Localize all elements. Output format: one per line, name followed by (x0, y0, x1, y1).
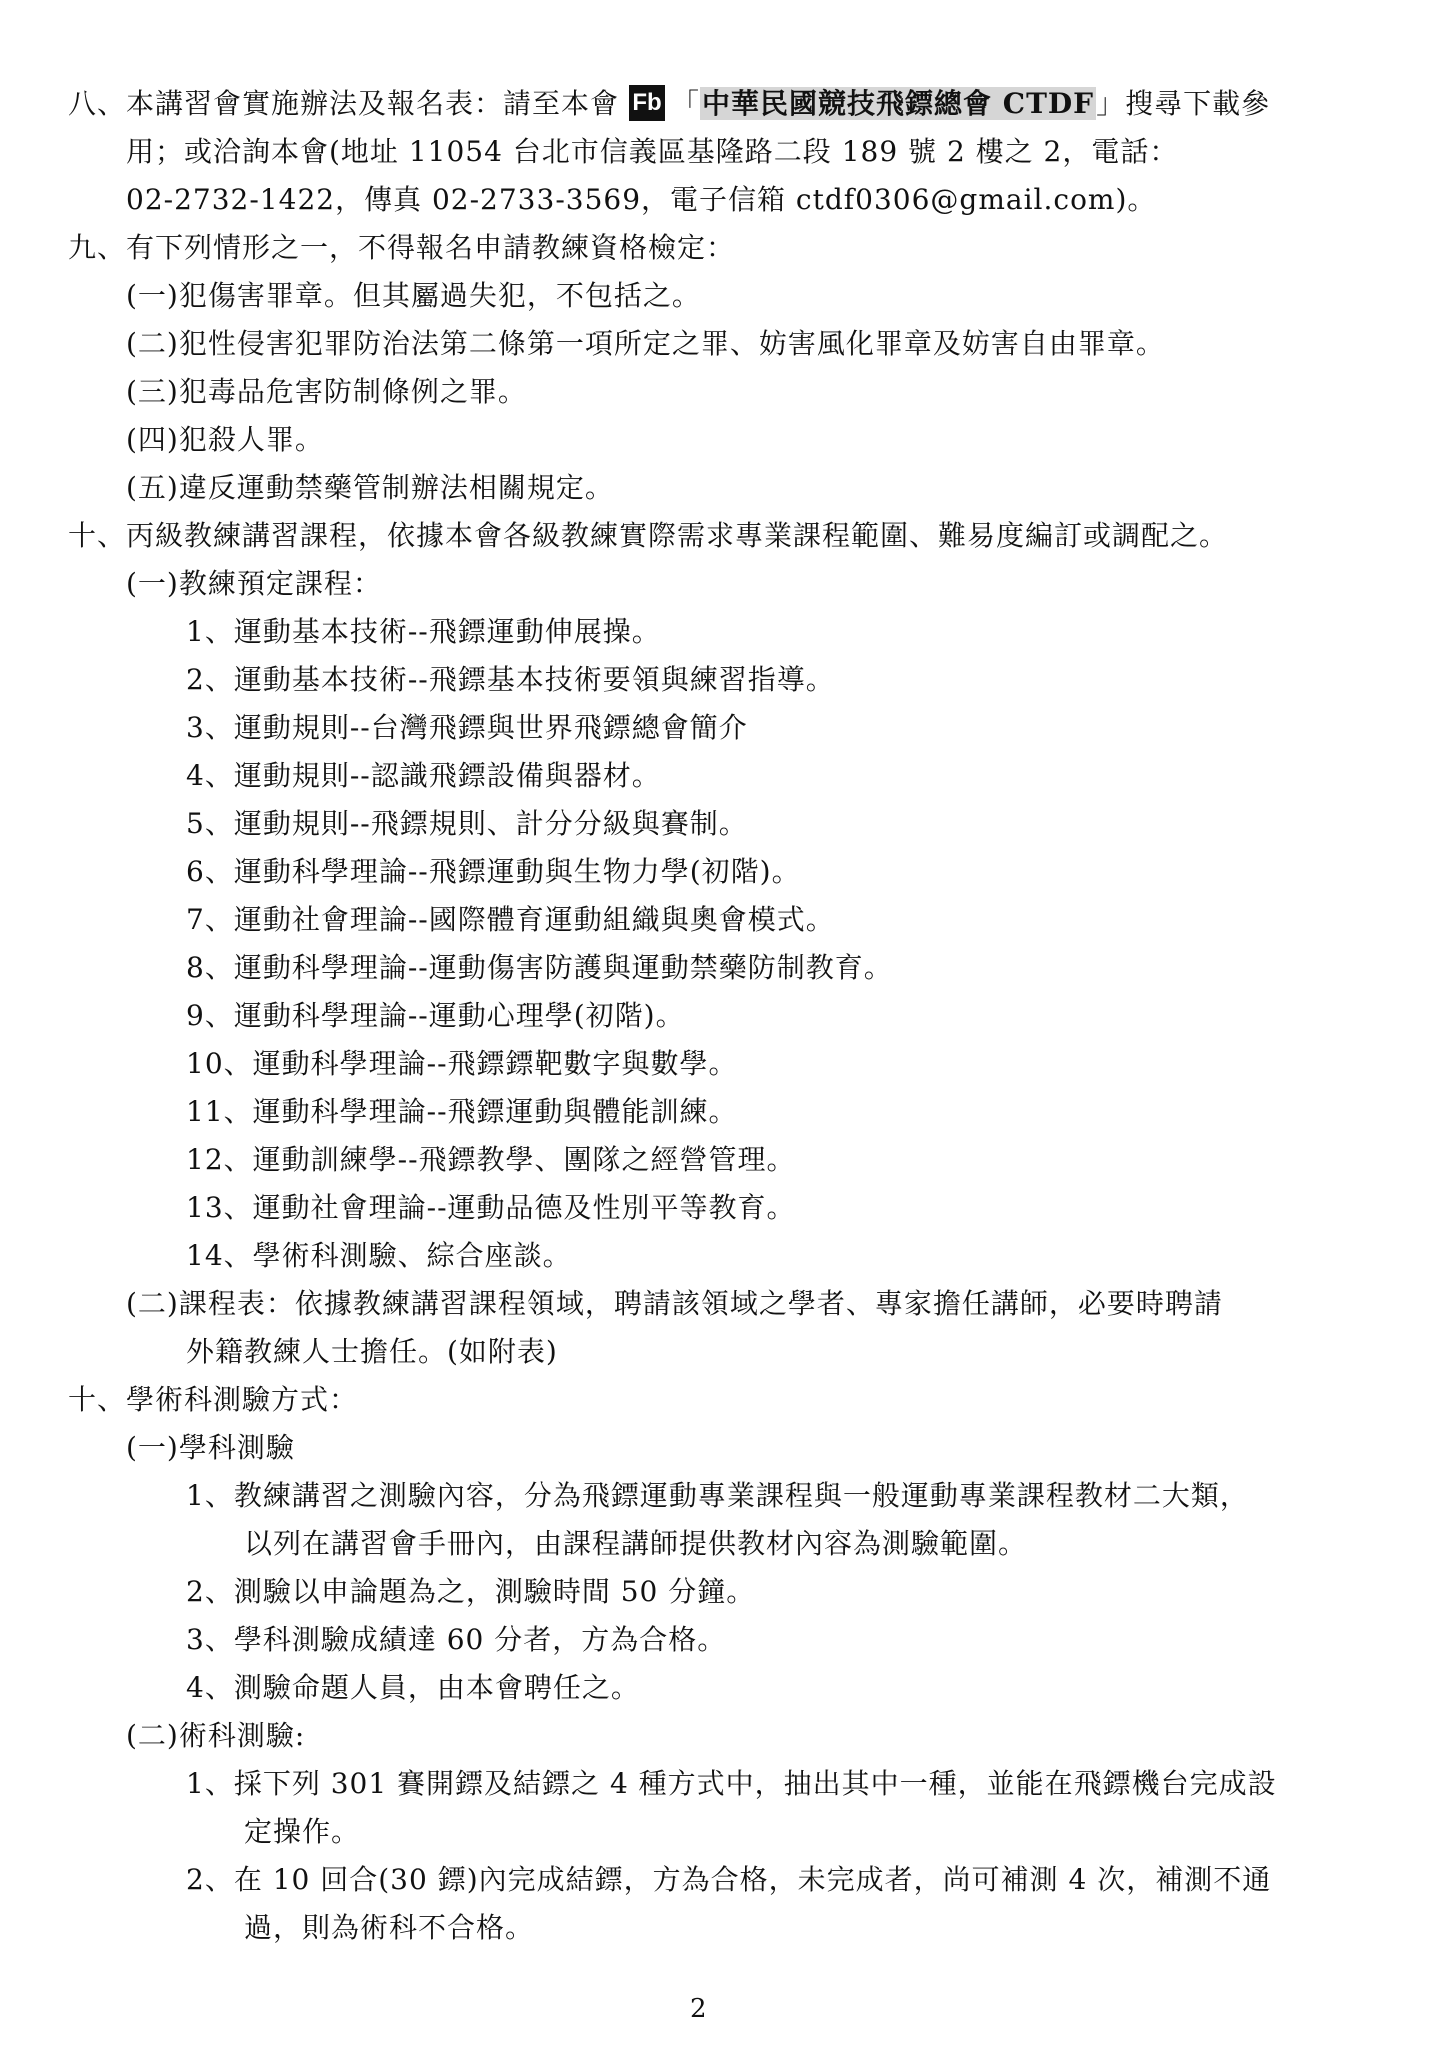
section-9-item: (二)犯性侵害犯罪防治法第二條第一項所定之罪、妨害風化罪章及妨害自由罪章。 (126, 327, 1165, 360)
schedule-line-2: 外籍教練人士擔任。(如附表) (186, 1335, 558, 1368)
section-9-item: (四)犯殺人罪。 (126, 423, 324, 456)
course-item: 13、運動社會理論--運動品德及性別平等教育。 (186, 1191, 796, 1224)
written-test-item: 1、教練講習之測驗內容，分為飛鏢運動專業課程與一般運動專業課程教材二大類， (186, 1479, 1249, 1512)
section-9-item: (五)違反運動禁藥管制辦法相關規定。 (126, 471, 614, 504)
written-test-heading: (一)學科測驗 (126, 1431, 295, 1464)
practical-test-item-continued: 過，則為術科不合格。 (244, 1911, 535, 1944)
section-10-heading: 十、丙級教練講習課程，依據本會各級教練實際需求專業課程範圍、難易度編訂或調配之。 (68, 519, 1229, 552)
course-item: 1、運動基本技術--飛鏢運動伸展操。 (186, 615, 661, 648)
written-test-item-continued: 以列在講習會手冊內，由課程講師提供教材內容為測驗範圍。 (244, 1527, 1028, 1560)
section-8-line-2: 用；或洽詢本會(地址 11054 台北市信義區基隆路二段 189 號 2 樓之 2，電話： (126, 135, 1179, 168)
section-9-heading: 九、有下列情形之一，不得報名申請教練資格檢定： (68, 231, 736, 264)
section-9-item: (三)犯毒品危害防制條例之罪。 (126, 375, 527, 408)
section-8-suffix: 」搜尋下載參 (1096, 87, 1271, 120)
course-list-heading: (一)教練預定課程： (126, 567, 382, 600)
course-item: 7、運動社會理論--國際體育運動組織與奧會模式。 (186, 903, 835, 936)
written-test-item: 3、學科測驗成績達 60 分者，方為合格。 (186, 1623, 727, 1656)
course-item: 9、運動科學理論--運動心理學(初階)。 (186, 999, 685, 1032)
course-item: 5、運動規則--飛鏢規則、計分分級與賽制。 (186, 807, 748, 840)
written-test-item: 4、測驗命題人員，由本會聘任之。 (186, 1671, 640, 1704)
course-item: 4、運動規則--認識飛鏢設備與器材。 (186, 759, 661, 792)
course-item: 2、運動基本技術--飛鏢基本技術要領與練習指導。 (186, 663, 835, 696)
section-8-line-3: 02-2732-1422，傳真 02-2733-3569，電子信箱 ctdf0306@gmail.com)。 (126, 183, 1157, 216)
course-item: 10、運動科學理論--飛鏢鏢靶數字與數學。 (186, 1047, 738, 1080)
section-9-item: (一)犯傷害罪章。但其屬過失犯，不包括之。 (126, 279, 701, 312)
practical-test-item-continued: 定操作。 (244, 1815, 361, 1848)
course-item: 12、運動訓練學--飛鏢教學、團隊之經營管理。 (186, 1143, 796, 1176)
section-8-line-1 (68, 84, 1270, 124)
course-item: 11、運動科學理論--飛鏢運動與體能訓練。 (186, 1095, 738, 1128)
course-item: 14、學術科測驗、綜合座談。 (186, 1239, 572, 1272)
test-section-heading: 十、學術科測驗方式： (68, 1383, 359, 1416)
facebook-icon: Fb (629, 85, 665, 121)
course-item: 8、運動科學理論--運動傷害防護與運動禁藥防制教育。 (186, 951, 893, 984)
schedule-line-1: (二)課程表：依據教練講習課程領域，聘請該領域之學者、專家擔任講師，必要時聘請 (126, 1287, 1223, 1320)
written-test-item: 2、測驗以申論題為之，測驗時間 50 分鐘。 (186, 1575, 756, 1608)
practical-test-heading: (二)術科測驗: (126, 1719, 306, 1752)
open-quote: 「 (671, 87, 701, 120)
course-item: 3、運動規則--台灣飛鏢與世界飛鏢總會簡介 (186, 711, 748, 744)
section-8-prefix: 八、本講習會實施辦法及報名表：請至本會 (68, 87, 620, 120)
ctdf-search-term: 中華民國競技飛鏢總會 CTDF (702, 87, 1095, 120)
page-number: 2 (690, 1994, 707, 2024)
course-item: 6、運動科學理論--飛鏢運動與生物力學(初階)。 (186, 855, 801, 888)
practical-test-item: 2、在 10 回合(30 鏢)內完成結鏢，方為合格，未完成者，尚可補測 4 次，補測不通 (186, 1863, 1272, 1896)
practical-test-item: 1、採下列 301 賽開鏢及結鏢之 4 種方式中，抽出其中一種，並能在飛鏢機台完成設 (186, 1767, 1277, 1800)
